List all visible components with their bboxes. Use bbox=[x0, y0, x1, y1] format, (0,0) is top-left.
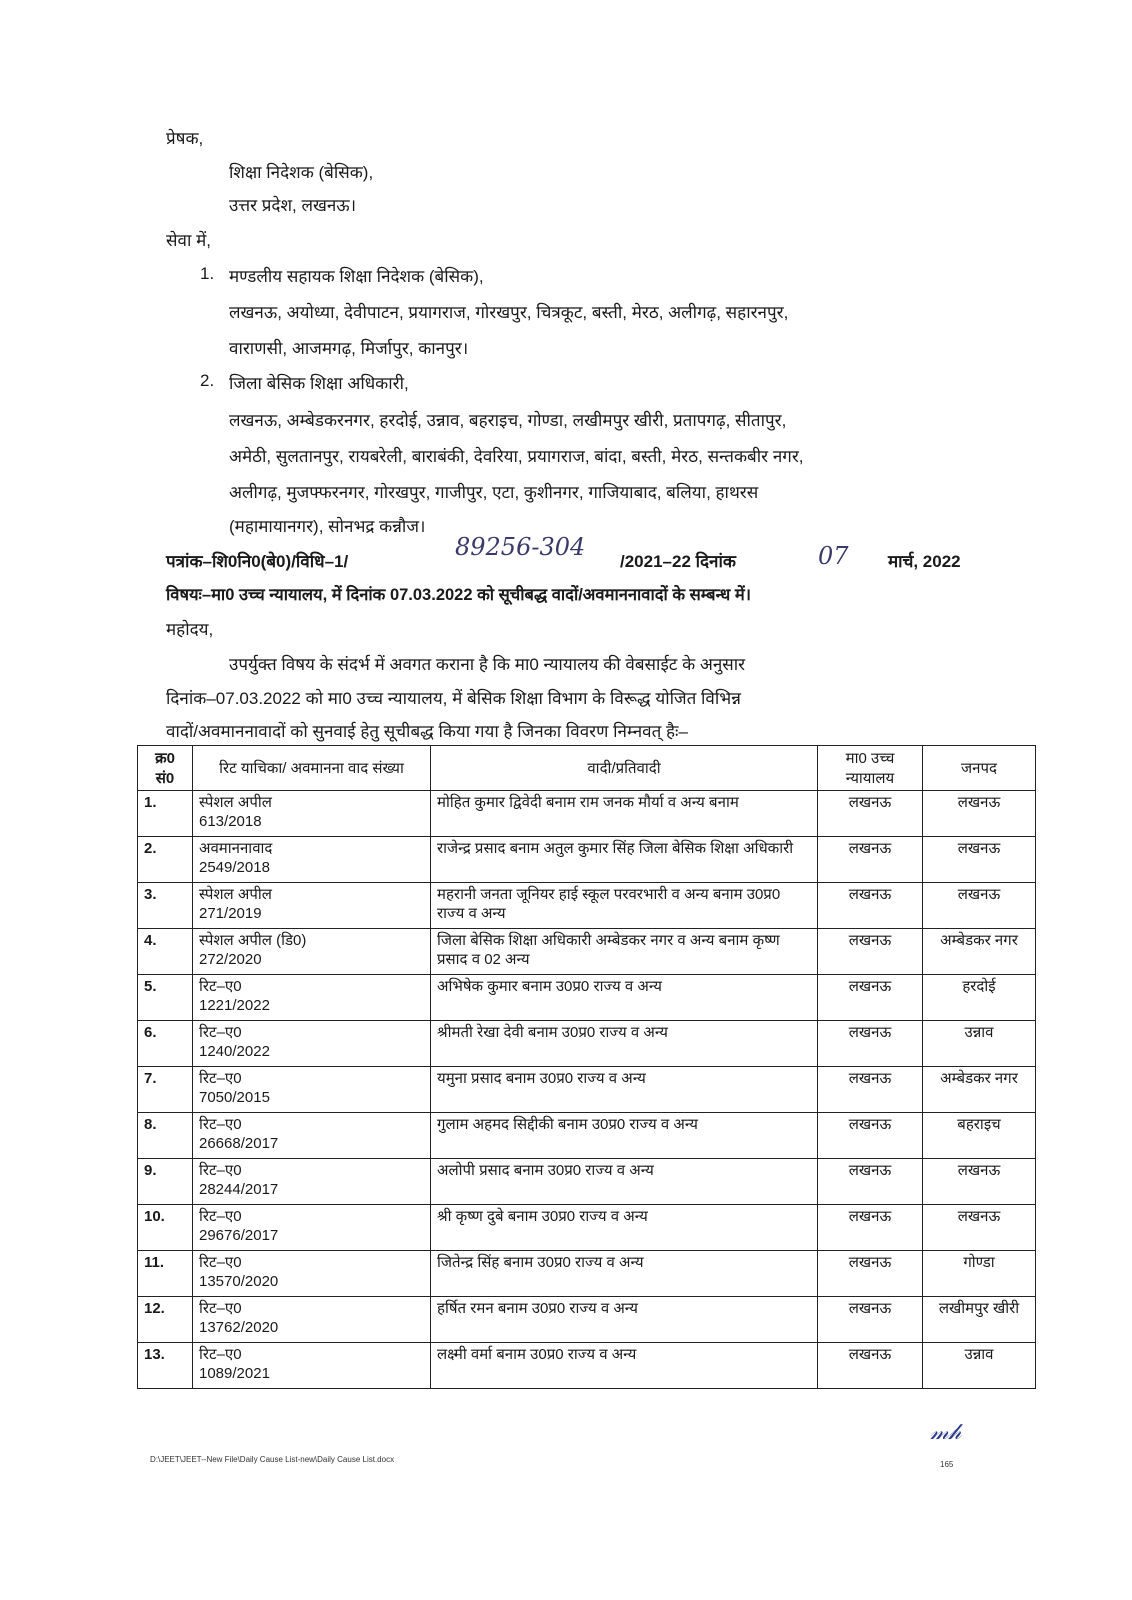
case-type: स्पेशल अपील bbox=[199, 794, 272, 811]
court: लखनऊ bbox=[848, 794, 892, 811]
court: लखनऊ bbox=[848, 1024, 892, 1041]
recipient-line: (महामायानगर), सोनभद्र कन्नौज। bbox=[229, 517, 426, 536]
case-number: 1089/2021 bbox=[199, 1365, 270, 1382]
table-row bbox=[138, 883, 1036, 929]
case-number: 1240/2022 bbox=[199, 1043, 270, 1060]
cell-district bbox=[923, 1067, 1036, 1113]
case-number: 7050/2015 bbox=[199, 1089, 270, 1106]
parties: मोहित कुमार द्विवेदी बनाम राम जनक मौर्या व अन्य बनाम bbox=[437, 794, 739, 811]
cell-court bbox=[818, 1067, 923, 1113]
cell-parties bbox=[431, 1251, 818, 1297]
case-type: स्पेशल अपील bbox=[199, 886, 272, 903]
case-type: रिट–ए0 bbox=[199, 1070, 242, 1087]
table-row bbox=[138, 1113, 1036, 1159]
table-header-row bbox=[138, 746, 1036, 791]
serial-number: 8. bbox=[144, 1116, 157, 1133]
cell-serial bbox=[138, 1067, 193, 1113]
cell-case-number bbox=[193, 791, 431, 837]
table-row bbox=[138, 1251, 1036, 1297]
page-number: 165 bbox=[940, 1460, 954, 1469]
cell-district bbox=[923, 883, 1036, 929]
serial-number: 9. bbox=[144, 1162, 157, 1179]
court: लखनऊ bbox=[848, 1300, 892, 1317]
cell-serial bbox=[138, 1113, 193, 1159]
cell-serial bbox=[138, 1297, 193, 1343]
case-number: 272/2020 bbox=[199, 951, 262, 968]
cell-case-number bbox=[193, 1251, 431, 1297]
case-number: 1221/2022 bbox=[199, 997, 270, 1014]
recipient-line: लखनऊ, अयोध्या, देवीपाटन, प्रयागराज, गोरखपुर, चित्रकूट, बस्ती, मेरठ, अलीगढ़, सहारनपुर, bbox=[229, 303, 789, 322]
case-type: अवमाननावाद bbox=[199, 840, 273, 857]
cell-case-number bbox=[193, 1343, 431, 1389]
case-type: रिट–ए0 bbox=[199, 1300, 242, 1317]
cell-court bbox=[818, 837, 923, 883]
cell-serial bbox=[138, 837, 193, 883]
case-type: रिट–ए0 bbox=[199, 1162, 242, 1179]
handwritten-letter-number: 89256-304 bbox=[455, 533, 586, 561]
cell-district bbox=[923, 1113, 1036, 1159]
district: उन्नाव bbox=[964, 1024, 994, 1041]
header-district: जनपद bbox=[923, 746, 1036, 791]
signature: 𝓂𝒽 bbox=[930, 1420, 962, 1445]
serial-number: 12. bbox=[144, 1300, 165, 1317]
cell-parties bbox=[431, 929, 818, 975]
header-serial: क्र0 सं0 bbox=[138, 746, 193, 791]
case-number: 28244/2017 bbox=[199, 1181, 279, 1198]
cell-case-number bbox=[193, 1205, 431, 1251]
case-number: 29676/2017 bbox=[199, 1227, 279, 1244]
district: उन्नाव bbox=[964, 1346, 994, 1363]
header-parties: वादी/प्रतिवादी bbox=[431, 746, 818, 791]
sender-label: प्रेषक, bbox=[166, 129, 204, 148]
cell-court bbox=[818, 929, 923, 975]
district: अम्बेडकर नगर bbox=[940, 932, 1018, 949]
subject: विषयः–मा0 उच्च न्यायालय, में दिनांक 07.03.2022 को सूचीबद्ध वादों/अवमाननावादों के सम्बन्ध में। bbox=[166, 586, 751, 604]
serial-number: 7. bbox=[144, 1070, 157, 1087]
cell-parties bbox=[431, 1343, 818, 1389]
footer-file-path: D:\JEET\JEET--New File\Daily Cause List-new\Daily Cause List.docx bbox=[150, 1455, 395, 1464]
parties: हर्षित रमन बनाम उ0प्र0 राज्य व अन्य bbox=[437, 1300, 638, 1317]
parties: अलोपी प्रसाद बनाम उ0प्र0 राज्य व अन्य bbox=[437, 1162, 654, 1179]
salutation: महोदय, bbox=[166, 620, 214, 639]
court: लखनऊ bbox=[848, 886, 892, 903]
case-number: 13762/2020 bbox=[199, 1319, 279, 1336]
cell-serial bbox=[138, 1159, 193, 1205]
table-row bbox=[138, 1067, 1036, 1113]
body-line: उपर्युक्त विषय के संदर्भ में अवगत कराना है कि मा0 न्यायालय की वेबसाईट के अनुसार bbox=[229, 655, 746, 674]
cell-serial bbox=[138, 1343, 193, 1389]
reference-prefix: पत्रांक–शि0नि0(बे0)/विधि–1/ bbox=[166, 552, 349, 571]
recipient-line: लखनऊ, अम्बेडकरनगर, हरदोई, उन्नाव, बहराइच, गोण्डा, लखीमपुर खीरी, प्रतापगढ़, सीतापुर, bbox=[229, 411, 787, 430]
table-row bbox=[138, 837, 1036, 883]
cell-serial bbox=[138, 1251, 193, 1297]
cell-district bbox=[923, 929, 1036, 975]
parties: श्रीमती रेखा देवी बनाम उ0प्र0 राज्य व अन्य bbox=[437, 1024, 668, 1041]
table-row bbox=[138, 1021, 1036, 1067]
header-case-number: रिट याचिका/ अवमानना वाद संख्या bbox=[193, 746, 431, 791]
district: लखनऊ bbox=[957, 886, 1001, 903]
district: बहराइच bbox=[957, 1116, 1001, 1133]
cell-district bbox=[923, 1021, 1036, 1067]
cell-case-number bbox=[193, 1021, 431, 1067]
district: लखनऊ bbox=[957, 840, 1001, 857]
case-type: रिट–ए0 bbox=[199, 1116, 242, 1133]
cell-serial bbox=[138, 791, 193, 837]
table-row bbox=[138, 1205, 1036, 1251]
district: अम्बेडकर नगर bbox=[940, 1070, 1018, 1087]
district: लखीमपुर खीरी bbox=[938, 1300, 1020, 1317]
sender-line: शिक्षा निदेशक (बेसिक), bbox=[229, 163, 374, 182]
recipient-line: वाराणसी, आजमगढ़, मिर्जापुर, कानपुर। bbox=[229, 339, 469, 358]
court: लखनऊ bbox=[848, 1162, 892, 1179]
cause-list-table bbox=[137, 745, 1036, 1389]
parties: राजेन्द्र प्रसाद बनाम अतुल कुमार सिंह जिला बेसिक शिक्षा अधिकारी bbox=[437, 840, 794, 857]
cell-district bbox=[923, 1159, 1036, 1205]
cell-district bbox=[923, 1251, 1036, 1297]
district: लखनऊ bbox=[957, 794, 1001, 811]
cell-case-number bbox=[193, 883, 431, 929]
table-row bbox=[138, 1159, 1036, 1205]
case-number: 13570/2020 bbox=[199, 1273, 279, 1290]
cell-court bbox=[818, 1113, 923, 1159]
cell-district bbox=[923, 1205, 1036, 1251]
case-number: 26668/2017 bbox=[199, 1135, 279, 1152]
recipient-label: सेवा में, bbox=[166, 231, 211, 250]
body-line: वादों/अवमाननावादों को सुनवाई हेतु सूचीबद्ध किया गया है जिनका विवरण निम्नवत् हैः– bbox=[166, 722, 688, 741]
cell-case-number bbox=[193, 837, 431, 883]
cell-district bbox=[923, 1297, 1036, 1343]
district: लखनऊ bbox=[957, 1208, 1001, 1225]
parties: गुलाम अहमद सिद्दीकी बनाम उ0प्र0 राज्य व अन्य bbox=[437, 1116, 698, 1133]
cell-serial bbox=[138, 975, 193, 1021]
parties: जिला बेसिक शिक्षा अधिकारी अम्बेडकर नगर व अन्य बनाम कृष्ण प्रसाद व 02 अन्य bbox=[437, 932, 780, 968]
table-row bbox=[138, 975, 1036, 1021]
serial-number: 3. bbox=[144, 886, 157, 903]
cell-parties bbox=[431, 883, 818, 929]
serial-number: 1. bbox=[144, 794, 157, 811]
cell-court bbox=[818, 1343, 923, 1389]
cell-court bbox=[818, 883, 923, 929]
cell-district bbox=[923, 837, 1036, 883]
table-row bbox=[138, 1343, 1036, 1389]
cell-court bbox=[818, 1205, 923, 1251]
case-number: 613/2018 bbox=[199, 813, 262, 830]
court: लखनऊ bbox=[848, 1116, 892, 1133]
cell-case-number bbox=[193, 1297, 431, 1343]
table-row bbox=[138, 929, 1036, 975]
recipient-number: 2. bbox=[200, 371, 215, 390]
cell-parties bbox=[431, 1021, 818, 1067]
serial-number: 11. bbox=[144, 1254, 165, 1271]
case-number: 2549/2018 bbox=[199, 859, 270, 876]
case-type: रिट–ए0 bbox=[199, 1024, 242, 1041]
handwritten-day: 07 bbox=[818, 542, 849, 570]
header-court: मा0 उच्च न्यायालय bbox=[818, 746, 923, 791]
cell-serial bbox=[138, 1021, 193, 1067]
cell-case-number bbox=[193, 1113, 431, 1159]
cell-case-number bbox=[193, 929, 431, 975]
cell-parties bbox=[431, 1067, 818, 1113]
court: लखनऊ bbox=[848, 978, 892, 995]
district: हरदोई bbox=[962, 978, 996, 995]
parties: श्री कृष्ण दुबे बनाम उ0प्र0 राज्य व अन्य bbox=[437, 1208, 648, 1225]
table-row bbox=[138, 791, 1036, 837]
court: लखनऊ bbox=[848, 840, 892, 857]
case-type: रिट–ए0 bbox=[199, 978, 242, 995]
parties: जितेन्द्र सिंह बनाम उ0प्र0 राज्य व अन्य bbox=[437, 1254, 644, 1271]
serial-number: 6. bbox=[144, 1024, 157, 1041]
cell-parties bbox=[431, 837, 818, 883]
serial-number: 5. bbox=[144, 978, 157, 995]
cell-court bbox=[818, 1159, 923, 1205]
court: लखनऊ bbox=[848, 932, 892, 949]
cell-court bbox=[818, 1021, 923, 1067]
case-type: स्पेशल अपील (डि0) bbox=[199, 932, 307, 949]
court: लखनऊ bbox=[848, 1070, 892, 1087]
parties: महरानी जनता जूनियर हाई स्कूल परवरभारी व अन्य बनाम उ0प्र0 राज्य व अन्य bbox=[437, 886, 781, 922]
serial-number: 2. bbox=[144, 840, 157, 857]
cell-parties bbox=[431, 1297, 818, 1343]
case-type: रिट–ए0 bbox=[199, 1254, 242, 1271]
case-type: रिट–ए0 bbox=[199, 1208, 242, 1225]
case-number: 271/2019 bbox=[199, 905, 262, 922]
reference-month-year: मार्च, 2022 bbox=[888, 552, 961, 571]
case-type: रिट–ए0 bbox=[199, 1346, 242, 1363]
cell-case-number bbox=[193, 1159, 431, 1205]
sender-line: उत्तर प्रदेश, लखनऊ। bbox=[229, 196, 357, 215]
district: गोण्डा bbox=[963, 1254, 995, 1271]
body-line: दिनांक–07.03.2022 को मा0 उच्च न्यायालय, में बेसिक शिक्षा विभाग के विरूद्ध योजित विभिन्न bbox=[166, 689, 741, 708]
recipient-title: मण्डलीय सहायक शिक्षा निदेशक (बेसिक), bbox=[229, 267, 484, 286]
cell-serial bbox=[138, 929, 193, 975]
reference-year: /2021–22 दिनांक bbox=[620, 552, 736, 571]
cell-court bbox=[818, 1251, 923, 1297]
parties: अभिषेक कुमार बनाम उ0प्र0 राज्य व अन्य bbox=[437, 978, 663, 995]
table-row bbox=[138, 1297, 1036, 1343]
cell-district bbox=[923, 791, 1036, 837]
cell-parties bbox=[431, 1159, 818, 1205]
cell-court bbox=[818, 1297, 923, 1343]
court: लखनऊ bbox=[848, 1254, 892, 1271]
court: लखनऊ bbox=[848, 1208, 892, 1225]
court: लखनऊ bbox=[848, 1346, 892, 1363]
cell-court bbox=[818, 975, 923, 1021]
cell-district bbox=[923, 1343, 1036, 1389]
serial-number: 4. bbox=[144, 932, 157, 949]
cell-case-number bbox=[193, 1067, 431, 1113]
parties: लक्ष्मी वर्मा बनाम उ0प्र0 राज्य व अन्य bbox=[437, 1346, 637, 1363]
cell-district bbox=[923, 975, 1036, 1021]
cell-parties bbox=[431, 1113, 818, 1159]
serial-number: 10. bbox=[144, 1208, 165, 1225]
cell-parties bbox=[431, 975, 818, 1021]
recipient-title: जिला बेसिक शिक्षा अधिकारी, bbox=[229, 374, 409, 393]
recipient-line: अमेठी, सुलतानपुर, रायबरेली, बाराबंकी, देवरिया, प्रयागराज, बांदा, बस्ती, मेरठ, सन्तकबीर नगर, bbox=[229, 447, 804, 466]
cell-serial bbox=[138, 1205, 193, 1251]
cell-court bbox=[818, 791, 923, 837]
cell-parties bbox=[431, 791, 818, 837]
cell-parties bbox=[431, 1205, 818, 1251]
parties: यमुना प्रसाद बनाम उ0प्र0 राज्य व अन्य bbox=[437, 1070, 646, 1087]
recipient-number: 1. bbox=[200, 264, 215, 283]
cell-case-number bbox=[193, 975, 431, 1021]
district: लखनऊ bbox=[957, 1162, 1001, 1179]
recipient-line: अलीगढ़, मुजफ्फरनगर, गोरखपुर, गाजीपुर, एटा, कुशीनगर, गाजियाबाद, बलिया, हाथरस bbox=[229, 483, 759, 502]
cell-serial bbox=[138, 883, 193, 929]
serial-number: 13. bbox=[144, 1346, 165, 1363]
